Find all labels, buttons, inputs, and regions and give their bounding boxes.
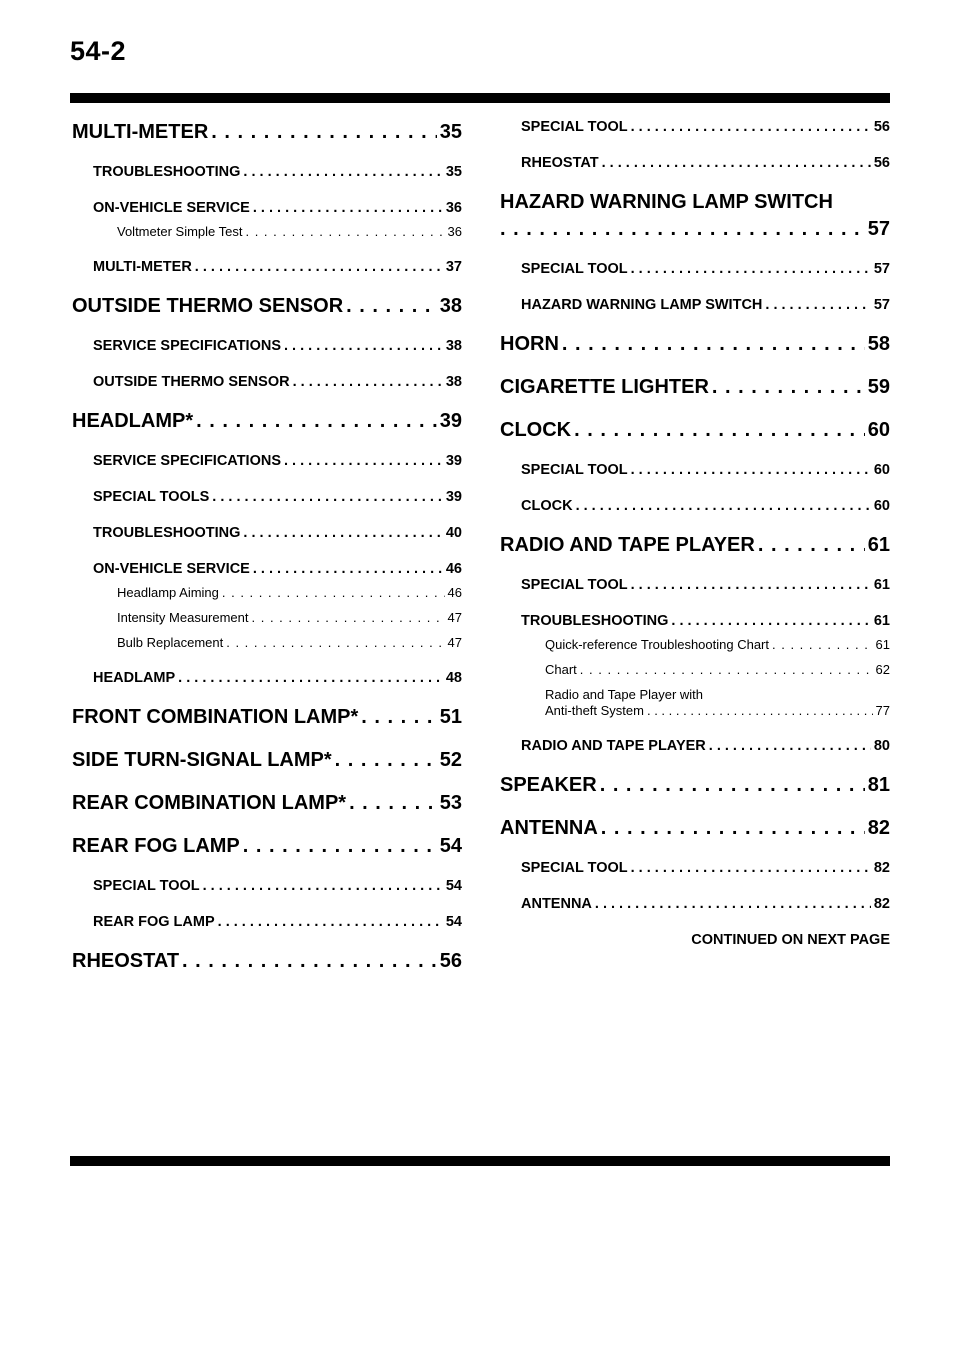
toc-entry-service-specifications[interactable] (93, 338, 462, 354)
toc-entry-page: 80 (873, 738, 890, 754)
toc-entry-title: RHEOSTAT (521, 155, 599, 171)
toc-entry-anti-theft-system (545, 703, 890, 718)
toc-entry-page: 56 (873, 155, 890, 171)
toc-entry-radio-and-tape-player-with-anti-theft-system[interactable] (545, 687, 890, 718)
toc-entry-page: 60 (867, 419, 890, 441)
dot-leader (600, 774, 865, 797)
toc-entry-title: TROUBLESHOOTING (93, 164, 241, 180)
toc-entry-special-tool[interactable] (521, 462, 890, 478)
toc-entry-page: 61 (873, 613, 890, 629)
toc-entry-title: HEADLAMP (93, 670, 176, 686)
toc-entry-title: ANTENNA (500, 817, 598, 839)
toc-entry-intensity-measurement[interactable] (117, 610, 462, 625)
toc-entry-bulb-replacement[interactable] (117, 635, 462, 650)
dot-leader (245, 224, 444, 239)
toc-entry-title: SPECIAL TOOLS (93, 489, 210, 505)
toc-entry-outside-thermo-sensor[interactable] (93, 374, 462, 390)
toc-entry-multi-meter[interactable] (72, 121, 462, 144)
toc-entry-title: Chart (545, 662, 577, 677)
toc-entry-headlamp[interactable] (72, 410, 462, 433)
dot-leader (284, 453, 443, 469)
toc-entry-title: Bulb Replacement (117, 635, 224, 650)
dot-leader (576, 498, 871, 514)
toc-entry-page: 36 (445, 200, 462, 216)
toc-entry-on-vehicle-service[interactable] (93, 561, 462, 577)
toc-entry-page: 77 (875, 703, 890, 718)
toc-entry-on-vehicle-service[interactable] (93, 200, 462, 216)
dot-leader (765, 297, 870, 313)
toc-entry-title-prefix: Radio and Tape Player with (545, 687, 704, 702)
toc-entry-page: 61 (875, 637, 890, 652)
bottom-rule (70, 1156, 890, 1166)
dot-leader (252, 610, 445, 625)
toc-entry-title: SERVICE SPECIFICATIONS (93, 453, 281, 469)
toc-entry-troubleshooting[interactable] (521, 613, 890, 629)
toc-entry-title: CLOCK (500, 419, 572, 441)
toc-entry-multi-meter[interactable] (93, 259, 462, 275)
toc-entry-title: SPECIAL TOOL (521, 462, 628, 478)
toc-entry-page: 82 (867, 817, 890, 839)
toc-entry-page: 54 (445, 914, 462, 930)
toc-entry-title: REAR FOG LAMP (72, 835, 240, 857)
dot-leader (346, 295, 437, 318)
toc-entry-page: 81 (867, 774, 890, 796)
toc-right-column (500, 115, 890, 948)
toc-entry-title: FRONT COMBINATION LAMP* (72, 706, 359, 728)
toc-entry-page: 39 (445, 453, 462, 469)
toc-entry-title: HAZARD WARNING LAMP SWITCH (500, 191, 833, 213)
toc-entry-special-tools[interactable] (93, 489, 462, 505)
toc-entry-page: 58 (867, 333, 890, 355)
dot-leader (212, 489, 443, 505)
toc-entry-page: 56 (873, 119, 890, 135)
toc-entry-title: Intensity Measurement (117, 610, 249, 625)
toc-entry-page: 54 (439, 835, 462, 857)
toc-entry-page: 37 (445, 259, 462, 275)
toc-entry-page: 82 (873, 896, 890, 912)
dot-leader (580, 662, 873, 677)
dot-leader (602, 155, 871, 171)
toc-entry-page: 46 (445, 561, 462, 577)
toc-entry-title: OUTSIDE THERMO SENSOR (72, 295, 344, 317)
toc-entry-hazard-warning-lamp-switch[interactable] (521, 297, 890, 313)
toc-entry-page: 47 (447, 635, 462, 650)
dot-leader (758, 534, 865, 557)
toc-entry-page: 48 (445, 670, 462, 686)
toc-entry-page: 38 (439, 295, 462, 317)
toc-entry-special-tool[interactable] (93, 878, 462, 894)
dot-leader (709, 738, 871, 754)
toc-entry-page: 39 (445, 489, 462, 505)
toc-entry-outside-thermo-sensor[interactable] (72, 295, 462, 318)
toc-entry-title: RADIO AND TAPE PLAYER (500, 534, 755, 556)
dot-leader (335, 749, 437, 772)
toc-entry-title: MULTI-METER (72, 121, 209, 143)
toc-entry-title: CLOCK (521, 498, 573, 514)
toc-entry-rheostat[interactable] (521, 155, 890, 171)
toc-entry-title: HORN (500, 333, 559, 355)
dot-leader (253, 561, 443, 577)
dot-leader (222, 585, 445, 600)
dot-leader (500, 218, 865, 241)
dot-leader (253, 200, 443, 216)
toc-entry-page: 35 (439, 121, 462, 143)
toc-entry-page: 57 (873, 261, 890, 277)
toc-entry-troubleshooting[interactable] (93, 525, 462, 541)
dot-leader (631, 577, 871, 593)
toc-entry-page: 60 (873, 462, 890, 478)
toc-entry-page: 61 (873, 577, 890, 593)
toc-entry-special-tool[interactable] (521, 119, 890, 135)
dot-leader (284, 338, 443, 354)
toc-entry-page: 60 (873, 498, 890, 514)
dot-leader (574, 419, 865, 442)
toc-entry-page: 82 (873, 860, 890, 876)
toc-entry-page: 51 (439, 706, 462, 728)
dot-leader (293, 374, 443, 390)
toc-entry-antenna[interactable] (521, 896, 890, 912)
dot-leader (243, 835, 437, 858)
toc-entry-page: 36 (447, 224, 462, 239)
toc-entry-title: SPECIAL TOOL (521, 261, 628, 277)
dot-leader (218, 914, 443, 930)
toc-entry-title: SPECIAL TOOL (521, 577, 628, 593)
dot-leader (361, 706, 436, 729)
toc-entry-speaker[interactable] (500, 774, 890, 797)
dot-leader (562, 333, 865, 356)
toc-entry-title: SERVICE SPECIFICATIONS (93, 338, 281, 354)
toc-entry-page: 47 (447, 610, 462, 625)
toc-entry-horn[interactable] (500, 333, 890, 356)
toc-entry-title: ON-VEHICLE SERVICE (93, 200, 250, 216)
toc-entry-page: 40 (445, 525, 462, 541)
toc-entry-special-tool[interactable] (521, 261, 890, 277)
toc-entry-radio-and-tape-player[interactable] (500, 534, 890, 557)
toc-entry-page: 39 (439, 410, 462, 432)
toc-entry-cigarette-lighter[interactable] (500, 376, 890, 399)
page-number: 54-2 (70, 36, 127, 66)
toc-entry-title: RHEOSTAT (72, 950, 180, 972)
dot-leader (203, 878, 443, 894)
toc-entry-title: HAZARD WARNING LAMP SWITCH (521, 297, 763, 313)
toc-entry-title: SPECIAL TOOL (521, 119, 628, 135)
toc-entry-page: 52 (439, 749, 462, 771)
dot-leader (195, 259, 443, 275)
dot-leader (595, 896, 871, 912)
dot-leader (349, 792, 437, 815)
toc-entry-side-turn-signal-lamp[interactable] (72, 749, 462, 772)
dot-leader (243, 164, 442, 180)
toc-entry-title: REAR FOG LAMP (93, 914, 215, 930)
toc-entry-title: Anti-theft System (545, 703, 644, 718)
toc-entry-title: OUTSIDE THERMO SENSOR (93, 374, 290, 390)
toc-entry-title: Voltmeter Simple Test (117, 224, 243, 239)
toc-left-column (72, 115, 462, 973)
toc-entry-page: 35 (445, 164, 462, 180)
toc-entry-front-combination-lamp[interactable] (72, 706, 462, 729)
toc-entry-page: 59 (867, 376, 890, 398)
toc-entry-title: TROUBLESHOOTING (521, 613, 669, 629)
toc-entry-title: SPECIAL TOOL (93, 878, 200, 894)
toc-entry-title: SIDE TURN-SIGNAL LAMP* (72, 749, 332, 771)
dot-leader (671, 613, 870, 629)
toc-entry-page: 54 (445, 878, 462, 894)
toc-entry-special-tool[interactable] (521, 860, 890, 876)
dot-leader (182, 950, 437, 973)
dot-leader (178, 670, 443, 686)
toc-entry-title: CIGARETTE LIGHTER (500, 376, 709, 398)
toc-entry-page: 38 (445, 338, 462, 354)
dot-leader (631, 119, 871, 135)
continued-notice: CONTINUED ON NEXT PAGE (691, 932, 890, 948)
toc-entry-title: REAR COMBINATION LAMP* (72, 792, 347, 814)
dot-leader (601, 817, 865, 840)
toc-entry-clock[interactable] (521, 498, 890, 514)
dot-leader (196, 410, 437, 433)
toc-entry-rheostat[interactable] (72, 950, 462, 973)
toc-entry-title: ON-VEHICLE SERVICE (93, 561, 250, 577)
toc-entry-title: MULTI-METER (93, 259, 192, 275)
dot-leader (712, 376, 865, 399)
toc-entry-title: ANTENNA (521, 896, 592, 912)
toc-entry-title: SPECIAL TOOL (521, 860, 628, 876)
dot-leader (211, 121, 436, 144)
toc-entry-chart[interactable] (545, 662, 890, 677)
dot-leader (631, 462, 871, 478)
toc-entry-title: Headlamp Aiming (117, 585, 219, 600)
toc-entry-page: 57 (867, 218, 890, 240)
toc-entry-title: TROUBLESHOOTING (93, 525, 241, 541)
toc-entry-radio-and-tape-player[interactable] (521, 738, 890, 754)
toc-entry-page: 57 (873, 297, 890, 313)
toc-entry-troubleshooting[interactable] (93, 164, 462, 180)
dot-leader (226, 635, 444, 650)
toc-entry-page: 53 (439, 792, 462, 814)
toc-entry-title: Quick-reference Troubleshooting Chart (545, 637, 770, 652)
toc-entry-headlamp[interactable] (93, 670, 462, 686)
toc-entry-page: 56 (439, 950, 462, 972)
toc-entry-rear-fog-lamp[interactable] (93, 914, 462, 930)
toc-entry-quick-reference-troubleshooting-chart[interactable] (545, 637, 890, 652)
toc-entry-title: RADIO AND TAPE PLAYER (521, 738, 706, 754)
dot-leader (772, 637, 873, 652)
toc-entry-voltmeter-simple-test[interactable] (117, 224, 462, 239)
toc-entry-special-tool[interactable] (521, 577, 890, 593)
dot-leader (631, 860, 871, 876)
dot-leader (647, 703, 873, 718)
toc-entry-antenna[interactable] (500, 817, 890, 840)
dot-leader (243, 525, 442, 541)
toc-entry-page: 61 (867, 534, 890, 556)
toc-entry-rear-combination-lamp[interactable] (72, 792, 462, 815)
toc-entry-page: 46 (447, 585, 462, 600)
toc-entry-headlamp-aiming[interactable] (117, 585, 462, 600)
toc-entry-hazard-warning-lamp-switch[interactable] (500, 191, 890, 241)
toc-entry-title: HEADLAMP* (72, 410, 194, 432)
toc-entry-clock[interactable] (500, 419, 890, 442)
toc-entry-title: SPEAKER (500, 774, 597, 796)
top-rule (70, 93, 890, 103)
dot-leader (631, 261, 871, 277)
toc-entry-rear-fog-lamp[interactable] (72, 835, 462, 858)
toc-entry-service-specifications[interactable] (93, 453, 462, 469)
toc-entry-page: 38 (445, 374, 462, 390)
toc-entry-page: 62 (875, 662, 890, 677)
